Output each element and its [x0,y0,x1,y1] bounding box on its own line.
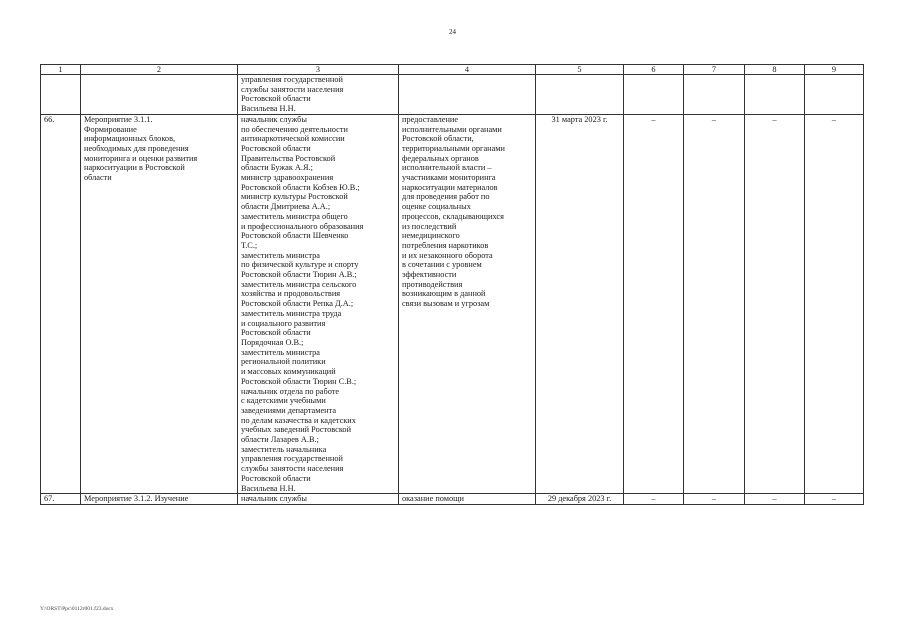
deadline-cell [536,75,624,115]
funding-cell-c9: – [805,114,864,493]
responsible-line: заместитель начальника [241,444,327,454]
responsible-line: Порядочная О.В.; [241,337,304,347]
result-line: исполнительной власти – [402,163,492,173]
deadline-cell: 29 декабря 2023 г. [536,494,624,505]
responsible-line: начальник службы [241,114,307,124]
measure-line: мониторинга и оценки развития [84,153,198,163]
result-cell [399,75,536,115]
result-line: в сочетании с уровнем [402,260,482,270]
responsible-line: Ростовской области [241,94,311,104]
result-line: Ростовской области, [402,134,474,144]
responsible-line: и массовых коммуникаций [241,367,336,377]
responsible-line: антинаркотической комиссии [241,134,345,144]
column-header: 9 [805,65,864,75]
table-row [41,494,864,505]
result-line: федеральных органов [402,153,479,163]
measure-line: области [84,173,112,183]
responsible-line: области Бужак А.Я.; [241,163,313,173]
funding-cell-c9: – [805,494,864,505]
funding-cell-c7 [684,75,745,115]
column-header: 8 [745,65,805,75]
result-line: связи вызовам и угрозам [402,299,490,309]
measure-line: необходимых для проведения [84,143,189,153]
measure-line: наркоситуации в Ростовской [84,163,185,173]
responsible-cell [238,494,399,505]
result-line: наркоситуации материалов [402,182,498,192]
result-line: из последствий [402,221,457,231]
measure-line: Мероприятие 3.1.2. Изучение [84,494,189,504]
result-line: процессов, складывающихся [402,211,504,221]
funding-cell-c6 [624,75,684,115]
responsible-line: по обеспечению деятельности [241,124,348,134]
responsible-line: заместитель министра общего [241,211,348,221]
responsible-line: по физической культуре и спорту [241,260,359,270]
responsible-line: Васильева Н.Н. [241,104,296,114]
result-line: оказание помощи [402,494,464,504]
responsible-line: Ростовской области [241,328,311,338]
result-cell [399,114,536,493]
measure-cell [81,75,238,115]
funding-cell-c6: – [624,494,684,505]
file-path-footer: Y:\ORST\Ppc\0112r001.f23.docx [40,606,114,612]
column-header: 7 [684,65,745,75]
measure-line: Мероприятие 3.1.1. [84,114,153,124]
table-header-row [41,65,864,75]
responsible-line: начальник отдела по работе [241,386,340,396]
responsible-cell [238,114,399,493]
responsible-line: Ростовской области Кобзев Ю.В.; [241,182,360,192]
result-line: эффективности [402,270,457,280]
result-line: территориальными органами [402,143,505,153]
measure-line: Формирование [84,124,137,134]
responsible-line: Ростовской области Шевченко [241,231,349,241]
responsible-cell [238,75,399,115]
responsible-line: заместитель министра [241,347,320,357]
responsible-line: области Дмитриева А.А.; [241,202,331,212]
responsible-line: Ростовской области [241,143,311,153]
responsible-line: и профессионального образования [241,221,364,231]
result-line: участниками мониторинга [402,173,496,183]
responsible-line: и социального развития [241,318,326,328]
result-line: исполнительными органами [402,124,502,134]
page-number: 24 [449,28,456,36]
column-header: 4 [399,65,536,75]
result-cell [399,494,536,505]
responsible-line: хозяйства и продовольствия [241,289,341,299]
column-header: 1 [41,65,81,75]
responsible-line: начальник службы [241,494,307,504]
column-header: 2 [81,65,238,75]
result-line: возникающим в данной [402,289,486,299]
result-line: для проведения работ по [402,192,490,202]
measure-cell [81,494,238,505]
measure-cell [81,114,238,493]
deadline-cell: 31 марта 2023 г. [536,114,624,493]
responsible-line: учебных заведений Ростовской [241,425,352,435]
responsible-line: заведениями департамента [241,405,337,415]
row-number: 67. [41,494,81,505]
measure-line: информационных блоков, [84,134,176,144]
result-line: противодействия [402,279,463,289]
responsible-line: Правительства Ростовской [241,153,336,163]
funding-cell-c9 [805,75,864,115]
responsible-line: Т.С.; [241,240,258,250]
column-header: 5 [536,65,624,75]
responsible-line: управления государственной [241,75,343,84]
responsible-line: министр здравоохранения [241,173,334,183]
table-body [41,75,864,505]
responsible-line: службы занятости населения [241,464,344,474]
responsible-line: по делам казачества и кадетских [241,415,356,425]
result-line: немедицинского [402,231,460,241]
row-number [41,75,81,115]
funding-cell-c8: – [745,114,805,493]
column-header: 3 [238,65,399,75]
result-line: и их незаконного оборота [402,250,493,260]
result-line: оценке социальных [402,202,471,212]
responsible-line: Ростовской области Тюрин С.В.; [241,376,357,386]
result-line: предоставление [402,114,459,124]
row-number: 66. [41,114,81,493]
measures-table [40,64,864,505]
funding-cell-c8: – [745,494,805,505]
funding-cell-c7: – [684,114,745,493]
responsible-line: региональной политики [241,357,326,367]
responsible-line: министр культуры Ростовской [241,192,348,202]
responsible-line: управления государственной [241,454,343,464]
table-row [41,114,864,493]
funding-cell-c8 [745,75,805,115]
responsible-line: Ростовской области Репка Д.А.; [241,299,354,309]
responsible-line: заместитель министра труда [241,308,342,318]
responsible-line: заместитель министра сельского [241,279,357,289]
funding-cell-c7: – [684,494,745,505]
responsible-line: заместитель министра [241,250,320,260]
responsible-line: с кадетскими учебными [241,396,326,406]
table-row [41,75,864,115]
funding-cell-c6: – [624,114,684,493]
column-header: 6 [624,65,684,75]
responsible-line: Ростовской области [241,473,311,483]
responsible-line: Ростовской области Тюрин А.В.; [241,270,357,280]
responsible-line: службы занятости населения [241,84,344,94]
responsible-line: области Лазарев А.В.; [241,435,319,445]
responsible-line: Васильева Н.Н. [241,483,296,493]
result-line: потребления наркотиков [402,240,489,250]
